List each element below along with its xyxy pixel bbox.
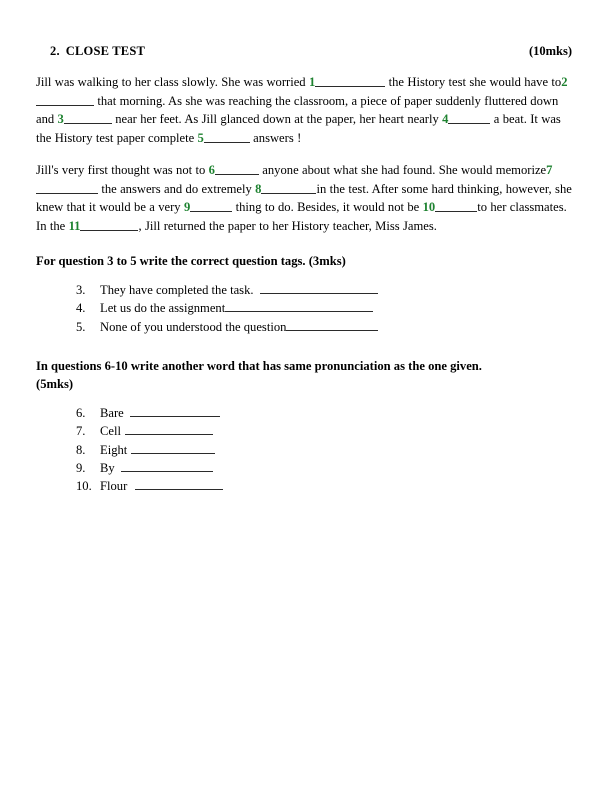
- cloze-text-1c: that morning. As she was reaching the classroom, a piece of paper suddenly fluttered down and: [36, 93, 559, 126]
- blank-number-3: 3: [57, 112, 64, 126]
- question-text: None of you understood the question: [100, 319, 287, 334]
- question-text: By: [100, 460, 115, 475]
- question-label: 4.: [76, 301, 86, 316]
- question-text: Flour: [100, 479, 128, 494]
- list-item: [36, 281, 576, 299]
- blank-rule-10[interactable]: [435, 201, 477, 212]
- cloze-text-2b: anyone about what she had found. She would memorize: [258, 163, 547, 177]
- section-number: 2.: [50, 44, 60, 58]
- answer-blank[interactable]: [260, 283, 378, 294]
- section-heading: [36, 44, 145, 59]
- question-label: 6.: [76, 405, 86, 420]
- blank-rule-6[interactable]: [215, 164, 259, 175]
- blank-rule-8[interactable]: [261, 182, 316, 193]
- blank-rule-9[interactable]: [190, 201, 232, 212]
- list-item: [36, 404, 576, 422]
- cloze-text-1b: the History test she would have to: [385, 75, 562, 89]
- cloze-text-2f: to her classmates. In the: [36, 200, 567, 233]
- blank-number-6: 6: [208, 163, 215, 177]
- answer-blank[interactable]: [125, 424, 213, 435]
- question-label: 9.: [76, 460, 86, 475]
- blank-number-2: 2: [561, 75, 568, 89]
- cloze-paragraph-2: [36, 161, 576, 235]
- list-item: [36, 441, 576, 459]
- answer-blank[interactable]: [225, 301, 373, 312]
- list-item: [36, 459, 576, 477]
- answer-blank[interactable]: [130, 406, 220, 417]
- question-tags-instruction: For question 3 to 5 write the correct question tags. (3mks): [36, 254, 346, 268]
- cloze-text-1d: near her feet. As Jill glanced down at the paper, her heart nearly: [111, 112, 443, 126]
- answer-blank[interactable]: [131, 442, 215, 453]
- blank-rule-2[interactable]: [36, 94, 94, 105]
- answer-blank[interactable]: [135, 479, 223, 490]
- cloze-text-2d: in the test. After some hard thinking, however, she knew that it would be a very: [36, 181, 572, 214]
- cloze-text-2g: , Jill returned the paper to her History teacher, Miss James.: [138, 218, 437, 233]
- question-label: 3.: [76, 282, 86, 297]
- blank-rule-1[interactable]: [315, 76, 385, 87]
- cloze-paragraph-1: [36, 73, 576, 147]
- question-text: Let us do the assignment: [100, 301, 226, 316]
- section-title-row: [36, 44, 576, 59]
- cloze-text-2a: Jill's very first thought was not to: [36, 163, 209, 177]
- cloze-text-1f: answers !: [249, 130, 302, 145]
- list-item: [36, 318, 576, 336]
- blank-number-1: 1: [308, 75, 316, 89]
- question-label: 7.: [76, 424, 86, 439]
- blank-rule-3[interactable]: [64, 113, 112, 124]
- list-item: [36, 477, 576, 495]
- question-tags-list: [36, 281, 576, 336]
- question-text: Cell: [100, 424, 121, 439]
- answer-blank[interactable]: [121, 461, 213, 472]
- answer-blank[interactable]: [286, 320, 378, 331]
- question-text: Eight: [100, 442, 128, 457]
- section-marks: (10mks): [528, 44, 572, 58]
- blank-number-8: 8: [255, 181, 262, 196]
- cloze-text-1e: a beat. It was the History test paper complete: [36, 112, 561, 145]
- cloze-text-1a: Jill was walking to her class slowly. She was worried: [36, 75, 309, 89]
- question-text: Bare: [100, 405, 124, 420]
- list-item: [36, 299, 576, 317]
- question-label: 5.: [76, 319, 86, 334]
- question-text: They have completed the task.: [100, 282, 254, 297]
- cloze-text-2c: the answers and do extremely: [98, 181, 256, 196]
- blank-number-5: 5: [197, 130, 204, 145]
- homophones-list: [36, 404, 576, 496]
- blank-rule-11[interactable]: [80, 219, 138, 230]
- question-label: 8.: [76, 442, 86, 457]
- blank-rule-4[interactable]: [448, 113, 490, 124]
- section-title-text: CLOSE TEST: [65, 44, 146, 58]
- blank-number-9: 9: [183, 200, 191, 214]
- blank-rule-7[interactable]: [36, 182, 98, 193]
- homophones-instruction: In questions 6-10 write another word that has same pronunciation as the one given. (5mks): [36, 359, 482, 391]
- blank-number-7: 7: [546, 163, 553, 177]
- blank-number-10: 10: [422, 200, 436, 214]
- page-content: [36, 44, 576, 496]
- blank-number-11: 11: [68, 218, 81, 233]
- question-label: 10.: [76, 479, 92, 494]
- blank-number-4: 4: [442, 112, 449, 126]
- cloze-text-2e: thing to do. Besides, it would not be: [232, 200, 423, 214]
- blank-rule-5[interactable]: [204, 131, 250, 142]
- list-item: [36, 422, 576, 440]
